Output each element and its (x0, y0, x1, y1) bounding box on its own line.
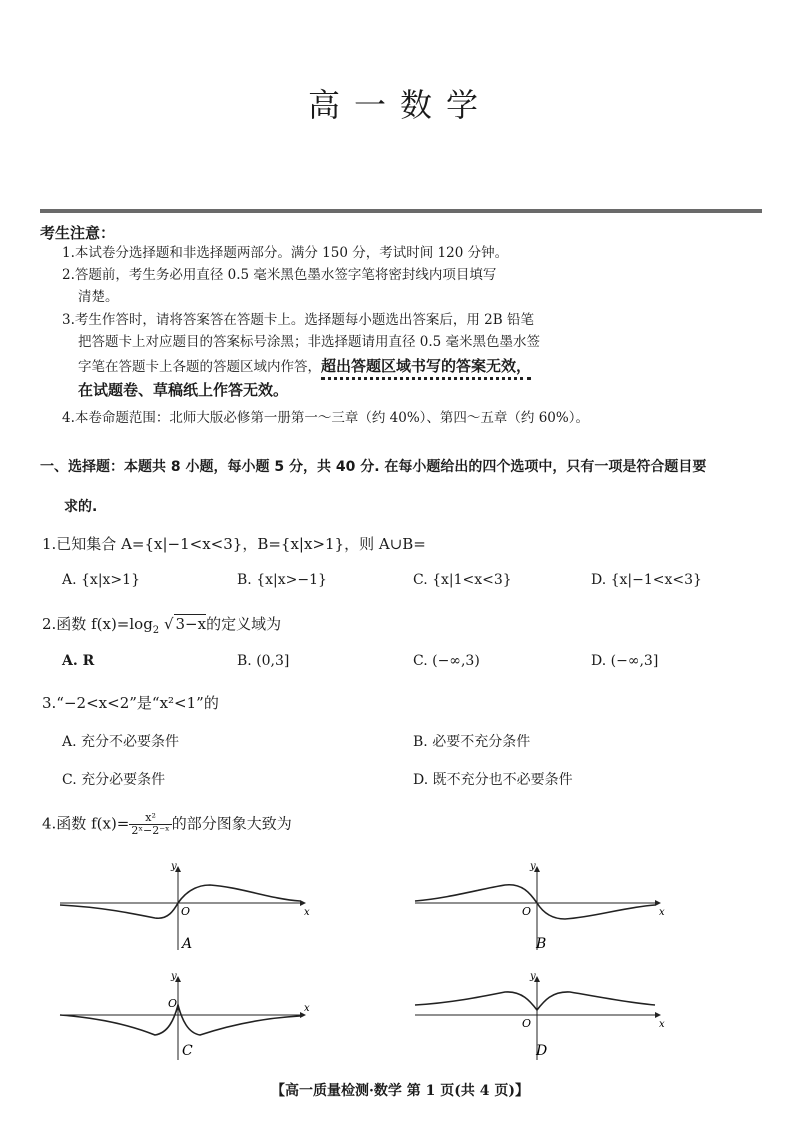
question-3-option-a: A. 充分不必要条件 (62, 734, 180, 750)
q4-stem-pre: 4.函数 f(x)= (42, 814, 130, 833)
page-title: 高一数学 (307, 86, 492, 124)
graph-d-label: D (536, 1043, 548, 1059)
graph-a (60, 861, 310, 952)
notice-heading: 考生注意： (40, 224, 116, 242)
graph-a-label: A (182, 936, 193, 952)
question-2-option-d: D. (−∞,3] (591, 653, 659, 669)
question-1-option-b: B. {x|x>−1} (237, 572, 327, 588)
notice-emphasis-2: 在试题卷、草稿纸上作答无效。 (78, 381, 289, 399)
question-1-stem: 1.已知集合 A={x|−1<x<3}，B={x|x>1}，则 A∪B= (42, 535, 426, 553)
notice-line-3a: 3.考生作答时，请将答案答在答题卡上。选择题每小题选出答案后，用 2B 铅笔 (62, 312, 534, 328)
graph-d-origin: O (522, 1017, 532, 1030)
notice-line-3c-text: 字笔在答题卡上各题的答题区域内作答， (78, 359, 321, 375)
question-1-option-d: D. {x|−1<x<3} (591, 572, 702, 588)
graph-b-curve (415, 885, 655, 919)
question-2-stem (42, 613, 281, 636)
graph-b (415, 861, 665, 952)
notice-emphasis-1: 超出答题区域书写的答案无效， (321, 357, 531, 380)
question-2-option-c: C. (−∞,3) (413, 653, 480, 669)
q4-fraction (129, 812, 171, 837)
notice-line-2b: 清楚。 (78, 289, 119, 305)
question-4-stem (42, 812, 292, 837)
question-3-stem: 3.“−2<x<2”是“x²<1”的 (42, 694, 219, 712)
question-3-option-c: C. 充分必要条件 (62, 772, 166, 788)
notice-line-3b: 把答题卡上对应题目的答案标号涂黑；非选择题请用直径 0.5 毫米黑色墨水签 (78, 334, 541, 350)
graph-c-label: C (182, 1043, 193, 1059)
question-1-option-a: A. {x|x>1} (62, 572, 140, 588)
graph-c-x-label: x (304, 1003, 310, 1014)
graph-d-x-label: x (659, 1019, 665, 1030)
graph-a-origin: O (181, 905, 191, 918)
section-heading-line-2: 求的. (64, 499, 98, 515)
divider (40, 209, 762, 213)
q2-stem-post: 的定义域为 (206, 615, 282, 633)
q4-denominator: 2ˣ−2⁻ˣ (131, 824, 170, 837)
graph-d-curve (415, 992, 655, 1010)
graph-c (60, 971, 310, 1060)
section-heading-line-1: 一、选择题：本题共 8 小题，每小题 5 分，共 40 分. 在每小题给出的四个选项中，只有一项是符合题目要 (40, 459, 707, 475)
graph-c-origin: O (168, 997, 178, 1010)
question-3-option-d: D. 既不充分也不必要条件 (413, 772, 573, 788)
notice-line-3c (78, 357, 531, 376)
question-2-option-b: B. (0,3] (237, 653, 290, 669)
graph-a-y-label: y (171, 861, 177, 872)
q4-numerator: x² (129, 812, 171, 825)
q2-stem-pre: 2.函数 f(x)=log (42, 615, 153, 633)
sqrt-icon: √ (163, 615, 174, 633)
question-3-option-b: B. 必要不充分条件 (413, 734, 531, 750)
graph-b-y-label: y (530, 861, 536, 872)
graph-b-x-label: x (659, 907, 665, 918)
question-1-option-c: C. {x|1<x<3} (413, 572, 512, 588)
graph-d-y-label: y (530, 971, 536, 982)
q2-radicand: 3−x (175, 615, 207, 633)
graph-c-y-label: y (171, 971, 177, 982)
graph-d (415, 971, 665, 1060)
graph-a-curve (60, 885, 300, 918)
graph-b-origin: O (522, 905, 532, 918)
notice-line-4: 4.本卷命题范围：北师大版必修第一册第一～三章（约 40%）、第四～五章（约 60%）。 (62, 410, 589, 426)
question-2-option-a: A. R (62, 653, 95, 669)
answer-graphs (0, 855, 800, 1065)
notice-line-1: 1.本试卷分选择题和非选择题两部分。满分 150 分，考试时间 120 分钟。 (62, 245, 509, 261)
graph-c-curve (60, 1005, 300, 1035)
q2-log-base: 2 (152, 625, 160, 636)
q4-stem-post: 的部分图象大致为 (171, 814, 292, 833)
graph-a-x-label: x (304, 907, 310, 918)
notice-line-2a: 2.答题前，考生务必用直径 0.5 毫米黑色墨水签字笔将密封线内项目填写 (62, 267, 497, 283)
graph-b-label: B (536, 936, 547, 952)
page-footer: 【高一质量检测·数学 第 1 页(共 4 页)】 (271, 1083, 529, 1099)
